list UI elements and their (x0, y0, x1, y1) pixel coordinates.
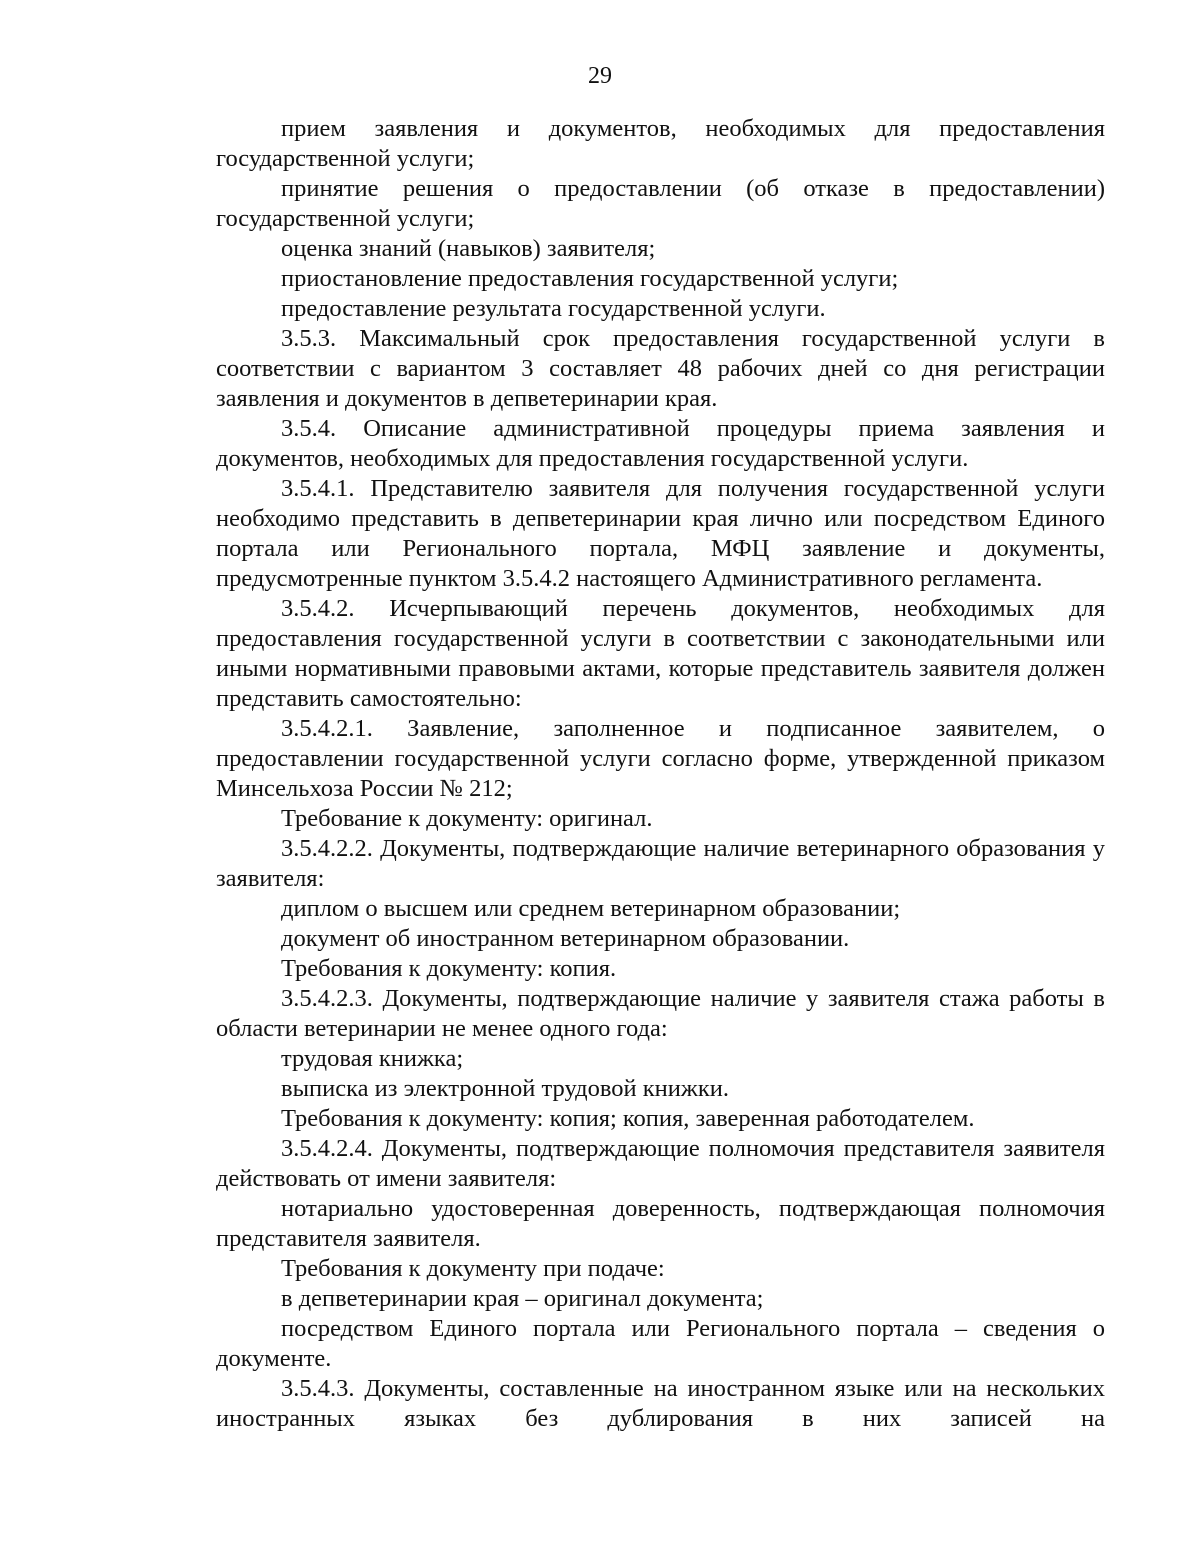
page-number: 29 (588, 63, 612, 89)
paragraph: нотариально удостоверенная доверенность, подтверждающая полномочия представителя заявителя. (216, 1195, 1105, 1252)
paragraph: 3.5.4.2.2. Документы, подтверждающие наличие ветеринарного образования у заявителя: (216, 835, 1105, 892)
paragraph: 3.5.4.2. Исчерпывающий перечень документов, необходимых для предоставления государственной услуги в соответствии с законодательными или иными нормативными правовыми актами, которые представитель заявителя должен представить самостоятельно: (216, 595, 1105, 712)
paragraph: Требование к документу: оригинал. (281, 805, 653, 832)
paragraph: 3.5.4.3. Документы, составленные на иностранном языке или на нескольких иностранных языках без дублирования в них записей на (216, 1375, 1105, 1432)
paragraph: приостановление предоставления государственной услуги; (281, 265, 899, 292)
paragraph: 3.5.4.2.3. Документы, подтверждающие наличие у заявителя стажа работы в области ветеринарии не менее одного года: (216, 985, 1105, 1042)
paragraph: 3.5.4.2.1. Заявление, заполненное и подписанное заявителем, о предоставлении государственной услуги согласно форме, утвержденной приказом Минсельхоза России № 212; (216, 715, 1105, 802)
paragraph: посредством Единого портала или Регионального портала – сведения о документе. (216, 1315, 1105, 1372)
paragraph: оценка знаний (навыков) заявителя; (281, 235, 656, 262)
paragraph: трудовая книжка; (281, 1045, 464, 1072)
paragraph: 3.5.4.1. Представителю заявителя для получения государственной услуги необходимо представить в депветеринарии края лично или посредством Единого портала или Регионального портала, МФЦ заявление и документы, предусмотренные пунктом 3.5.4.2 настоящего Административного регламента. (216, 475, 1105, 592)
paragraph: диплом о высшем или среднем ветеринарном образовании; (281, 895, 901, 922)
paragraph: 3.5.3. Максимальный срок предоставления государственной услуги в соответствии с вариантом 3 составляет 48 рабочих дней со дня регистрации заявления и документов в депветеринарии края. (216, 325, 1105, 412)
paragraph: прием заявления и документов, необходимых для предоставления государственной услуги; (216, 115, 1105, 172)
paragraph: документ об иностранном ветеринарном образовании. (281, 925, 850, 952)
paragraph: 3.5.4. Описание административной процедуры приема заявления и документов, необходимых для предоставления государственной услуги. (216, 415, 1105, 472)
paragraph: 3.5.4.2.4. Документы, подтверждающие полномочия представителя заявителя действовать от имени заявителя: (216, 1135, 1105, 1192)
paragraph: Требования к документу при подаче: (281, 1255, 665, 1282)
paragraph: в депветеринарии края – оригинал документа; (281, 1285, 764, 1312)
paragraph: Требования к документу: копия. (281, 955, 617, 982)
paragraph: принятие решения о предоставлении (об отказе в предоставлении) государственной услуги; (216, 175, 1105, 232)
document-body (216, 114, 1105, 1434)
paragraph: предоставление результата государственной услуги. (281, 295, 826, 322)
paragraph: выписка из электронной трудовой книжки. (281, 1075, 729, 1102)
paragraph: Требования к документу: копия; копия, заверенная работодателем. (281, 1105, 975, 1132)
